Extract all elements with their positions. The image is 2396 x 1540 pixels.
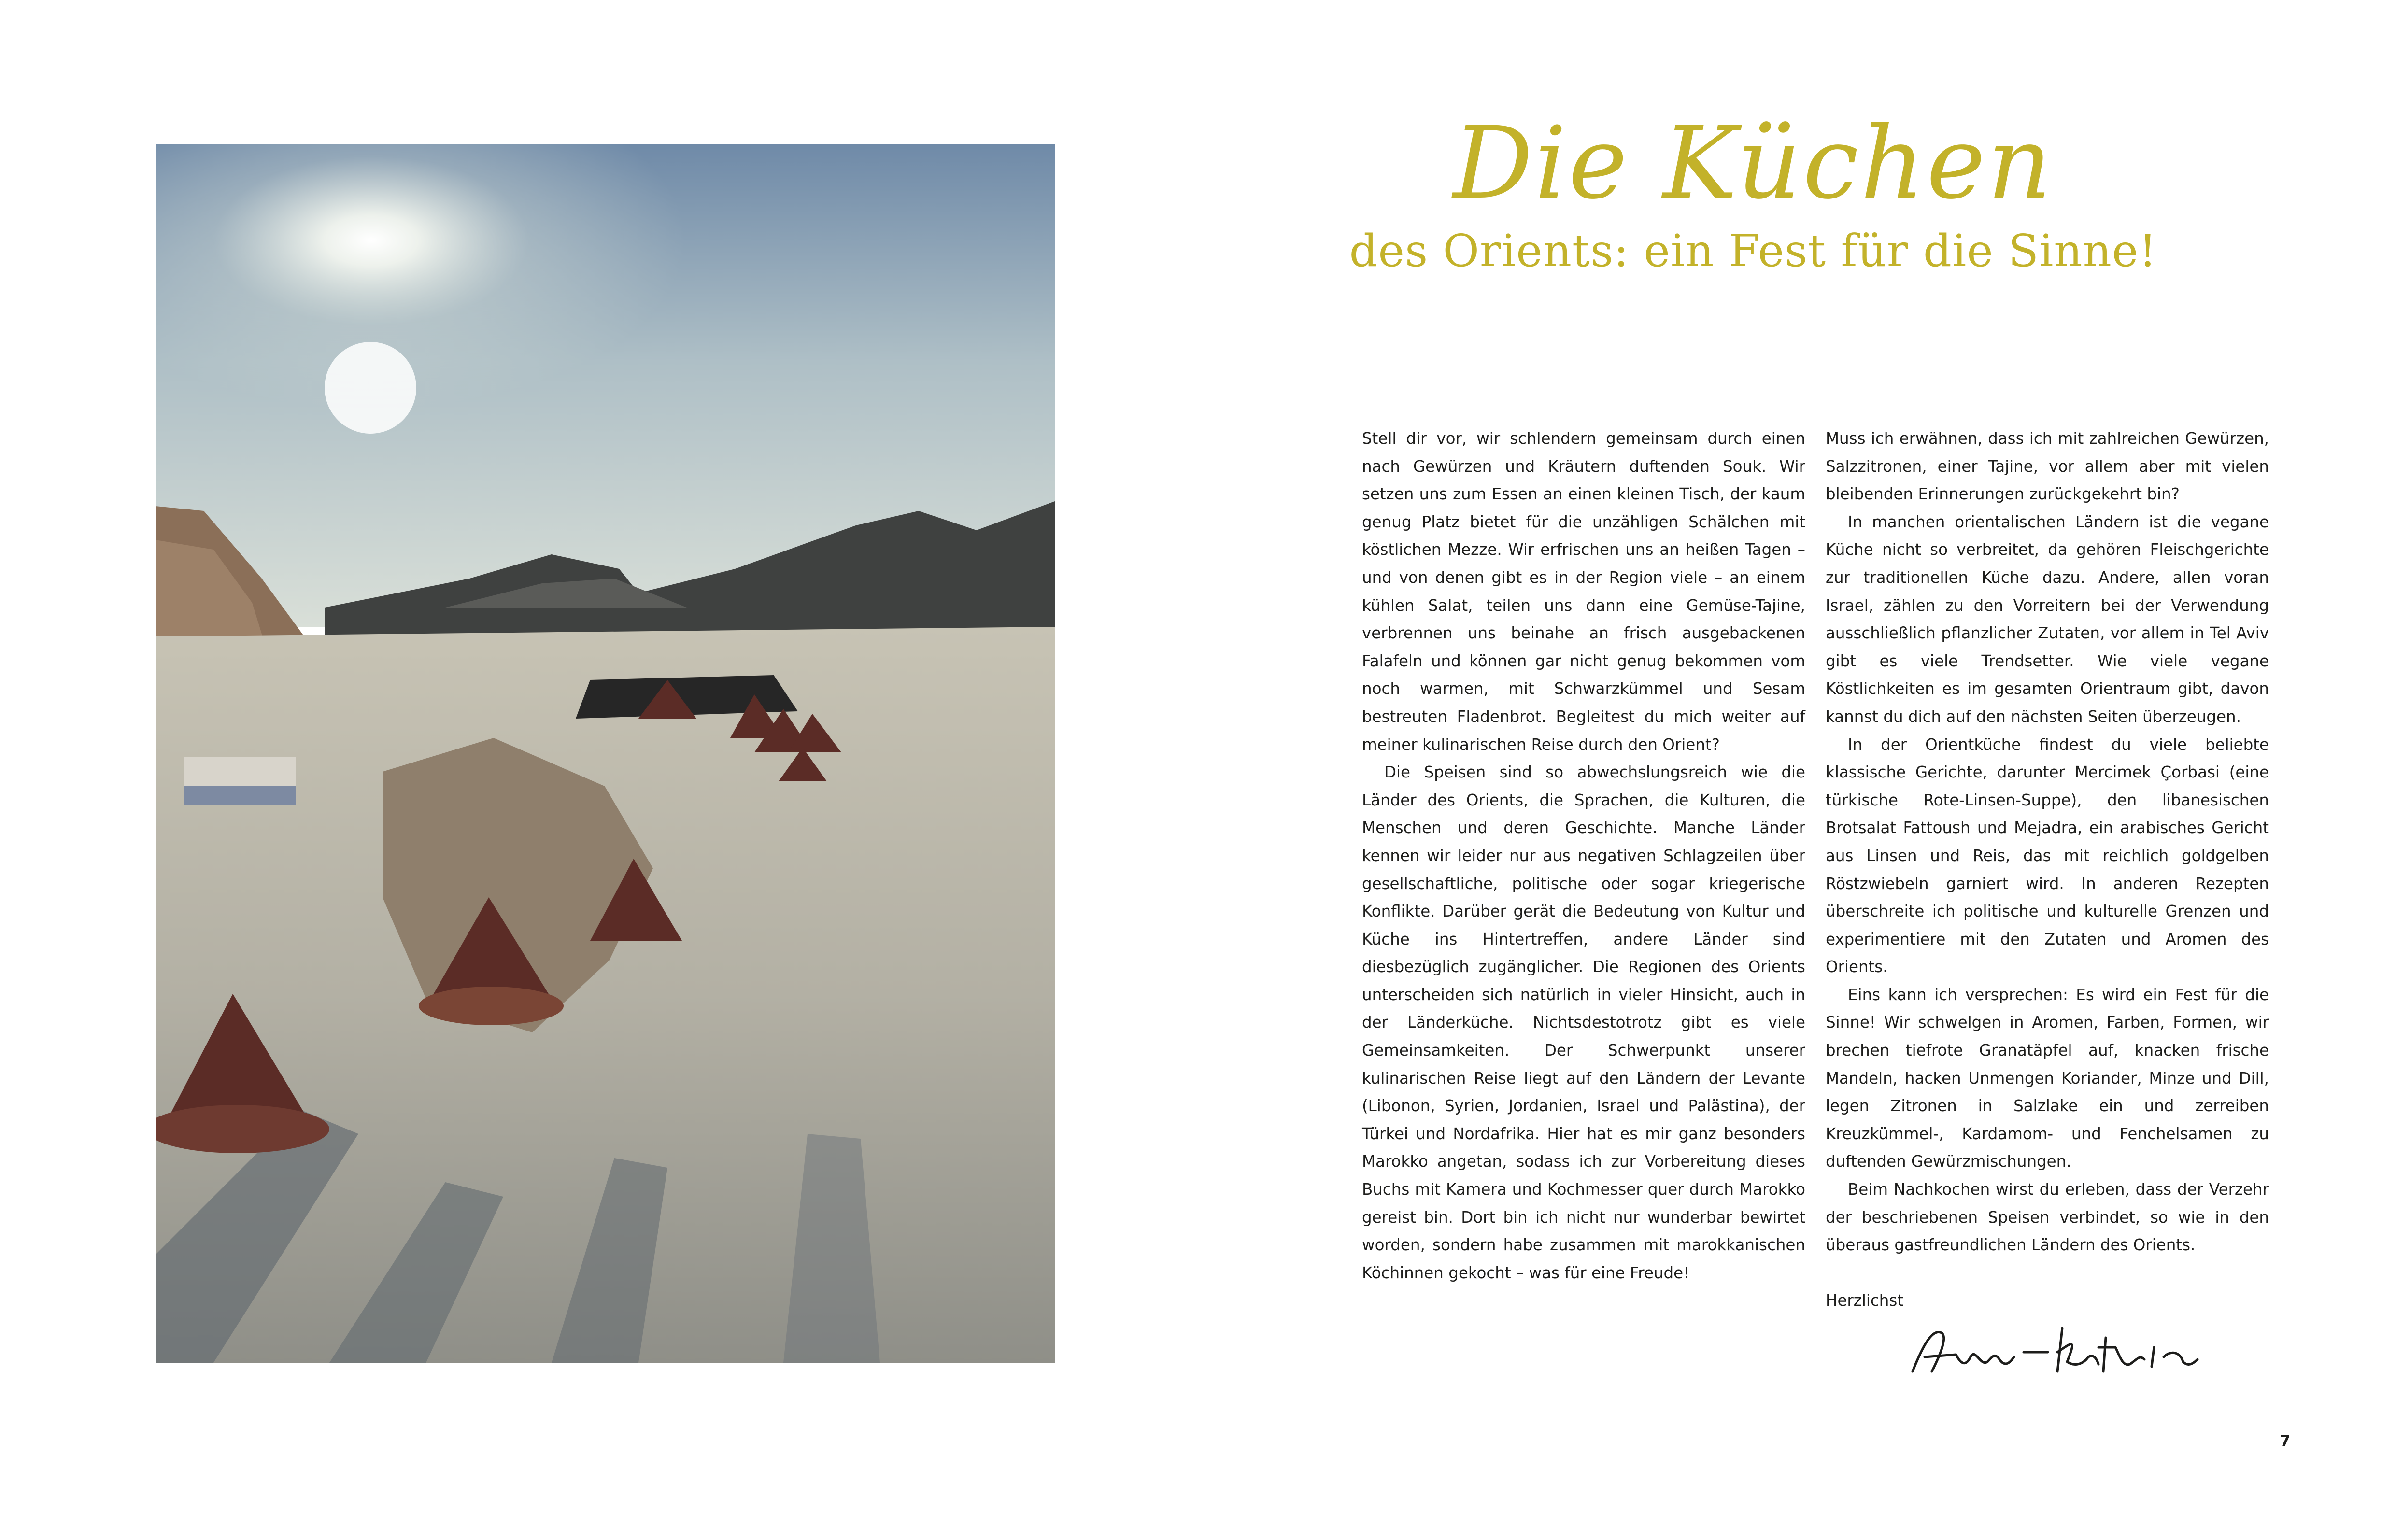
- paragraph: Stell dir vor, wir schlendern gemeinsam durch einen nach Gewürzen und Kräutern duftenden Souk. Wir setzen uns zum Essen an einen kleinen Tisch, der kaum genug Platz bietet für die unzähligen Schälchen mit köstlichen Mezze. Wir erfrischen uns an heißen Tagen – und von denen gibt es in der Region viele – an einem kühlen Salat, teilen uns dann eine Gemüse-Tajine, verbrennen uns beinahe an frisch ausgebackenen Falafeln und können gar nicht genug bekommen vom noch warmen, mit Schwarzkümmel und Sesam bestreuten Fladenbrot. Begleitest du mich weiter auf meiner kulinarischen Reise durch den Orient?: [1362, 429, 1805, 754]
- paragraph: Die Speisen sind so abwechslungsreich wie die Länder des Orients, die Sprachen, die Kulturen, die Menschen und deren Geschichte. Manche Länder kennen wir leider nur aus negativen Schlagzeilen über gesellschaftliche, politische oder sogar kriegerische Konflikte. Darüber gerät die Bedeutung von Kultur und Küche ins Hintertreffen, andere Länder sind diesbezüglich zugänglicher. Die Regionen des Orients unterscheiden sich natürlich in vieler Hinsicht, auch in der Länderküche. Nichtsdestotrotz gibt es viele Gemeinsamkeiten. Der Schwerpunkt unserer kulinarischen Reise liegt auf den Ländern der Levante (Libonon, Syrien, Jordanien, Israel und Palästina), der Türkei und Nordafrika. Hier hat es mir ganz besonders Marokko angetan, sodass ich zur Vorbereitung dieses Buchs mit Kamera und Kochmesser quer durch Marokko gereist bin. Dort bin ich nicht nur wunderbar bewirtet worden, sondern habe zusammen mit marokkanischen Köchinnen gekocht – was für eine Freude!: [1362, 763, 1805, 1282]
- paragraph: In der Orientküche findest du viele beliebte klassische Gerichte, darunter Mercimek Çorbasi (eine türkische Rote-Linsen-Suppe), den libanesischen Brotsalat Fattoush und Mejadra, ein arabisches Gericht aus Linsen und Reis, das mit reichlich goldgelben Röstzwiebeln garniert wird. In anderen Rezepten überschreite ich politische und kulturelle Grenzen und experimentiere mit den Zutaten und Aromen des Orients.: [1826, 735, 2269, 976]
- desert-tajine-photo: [156, 144, 1055, 1363]
- paragraph: Muss ich erwähnen, dass ich mit zahlreichen Gewürzen, Salzzitronen, einer Tajine, vor allem aber mit vielen bleibenden Erinnerungen zurückgekehrt bin?: [1826, 429, 2269, 504]
- handwritten-signature: [1903, 1318, 2202, 1381]
- closing-greeting: Herzlichst: [1826, 1291, 1904, 1310]
- paragraph: In manchen orientalischen Ländern ist die vegane Küche nicht so verbreitet, da gehören Fleischgerichte zur traditionellen Küche dazu. Andere, allen voran Israel, zählen zu den Vorreitern bei der Verwendung ausschließlich pflanzlicher Zutaten, vor allem in Tel Aviv gibt es viele Trendsetter. Wie viele vegane Köstlichkeiten es im gesamten Orientraum gibt, davon kannst du dich auf den nächsten Seiten überzeugen.: [1826, 512, 2269, 726]
- body-column-left: [1362, 425, 1805, 1287]
- chapter-subtitle: des Orients: ein Fest für die Sinne!: [1349, 225, 2157, 277]
- page-number: 7: [2280, 1432, 2291, 1450]
- chapter-heading: [1304, 105, 2202, 277]
- chapter-title: Die Küchen: [1453, 105, 2054, 221]
- paragraph: Eins kann ich versprechen: Es wird ein Fest für die Sinne! Wir schwelgen in Aromen, Farben, Formen, wir brechen tiefrote Granatäpfel auf, knacken frische Mandeln, hacken Unmengen Koriander, Minze und Dill, legen Zitronen in Salzlake ein und zerreiben Kreuzkümmel-, Kardamom- und Fenchelsamen zu duftenden Gewürzmischungen.: [1826, 985, 2269, 1171]
- body-column-right: [1826, 425, 2269, 1314]
- paragraph: Beim Nachkochen wirst du erleben, dass der Verzehr der beschriebenen Speisen verbindet, so wie in den überaus gastfreundlichen Ländern des Orients.: [1826, 1180, 2269, 1255]
